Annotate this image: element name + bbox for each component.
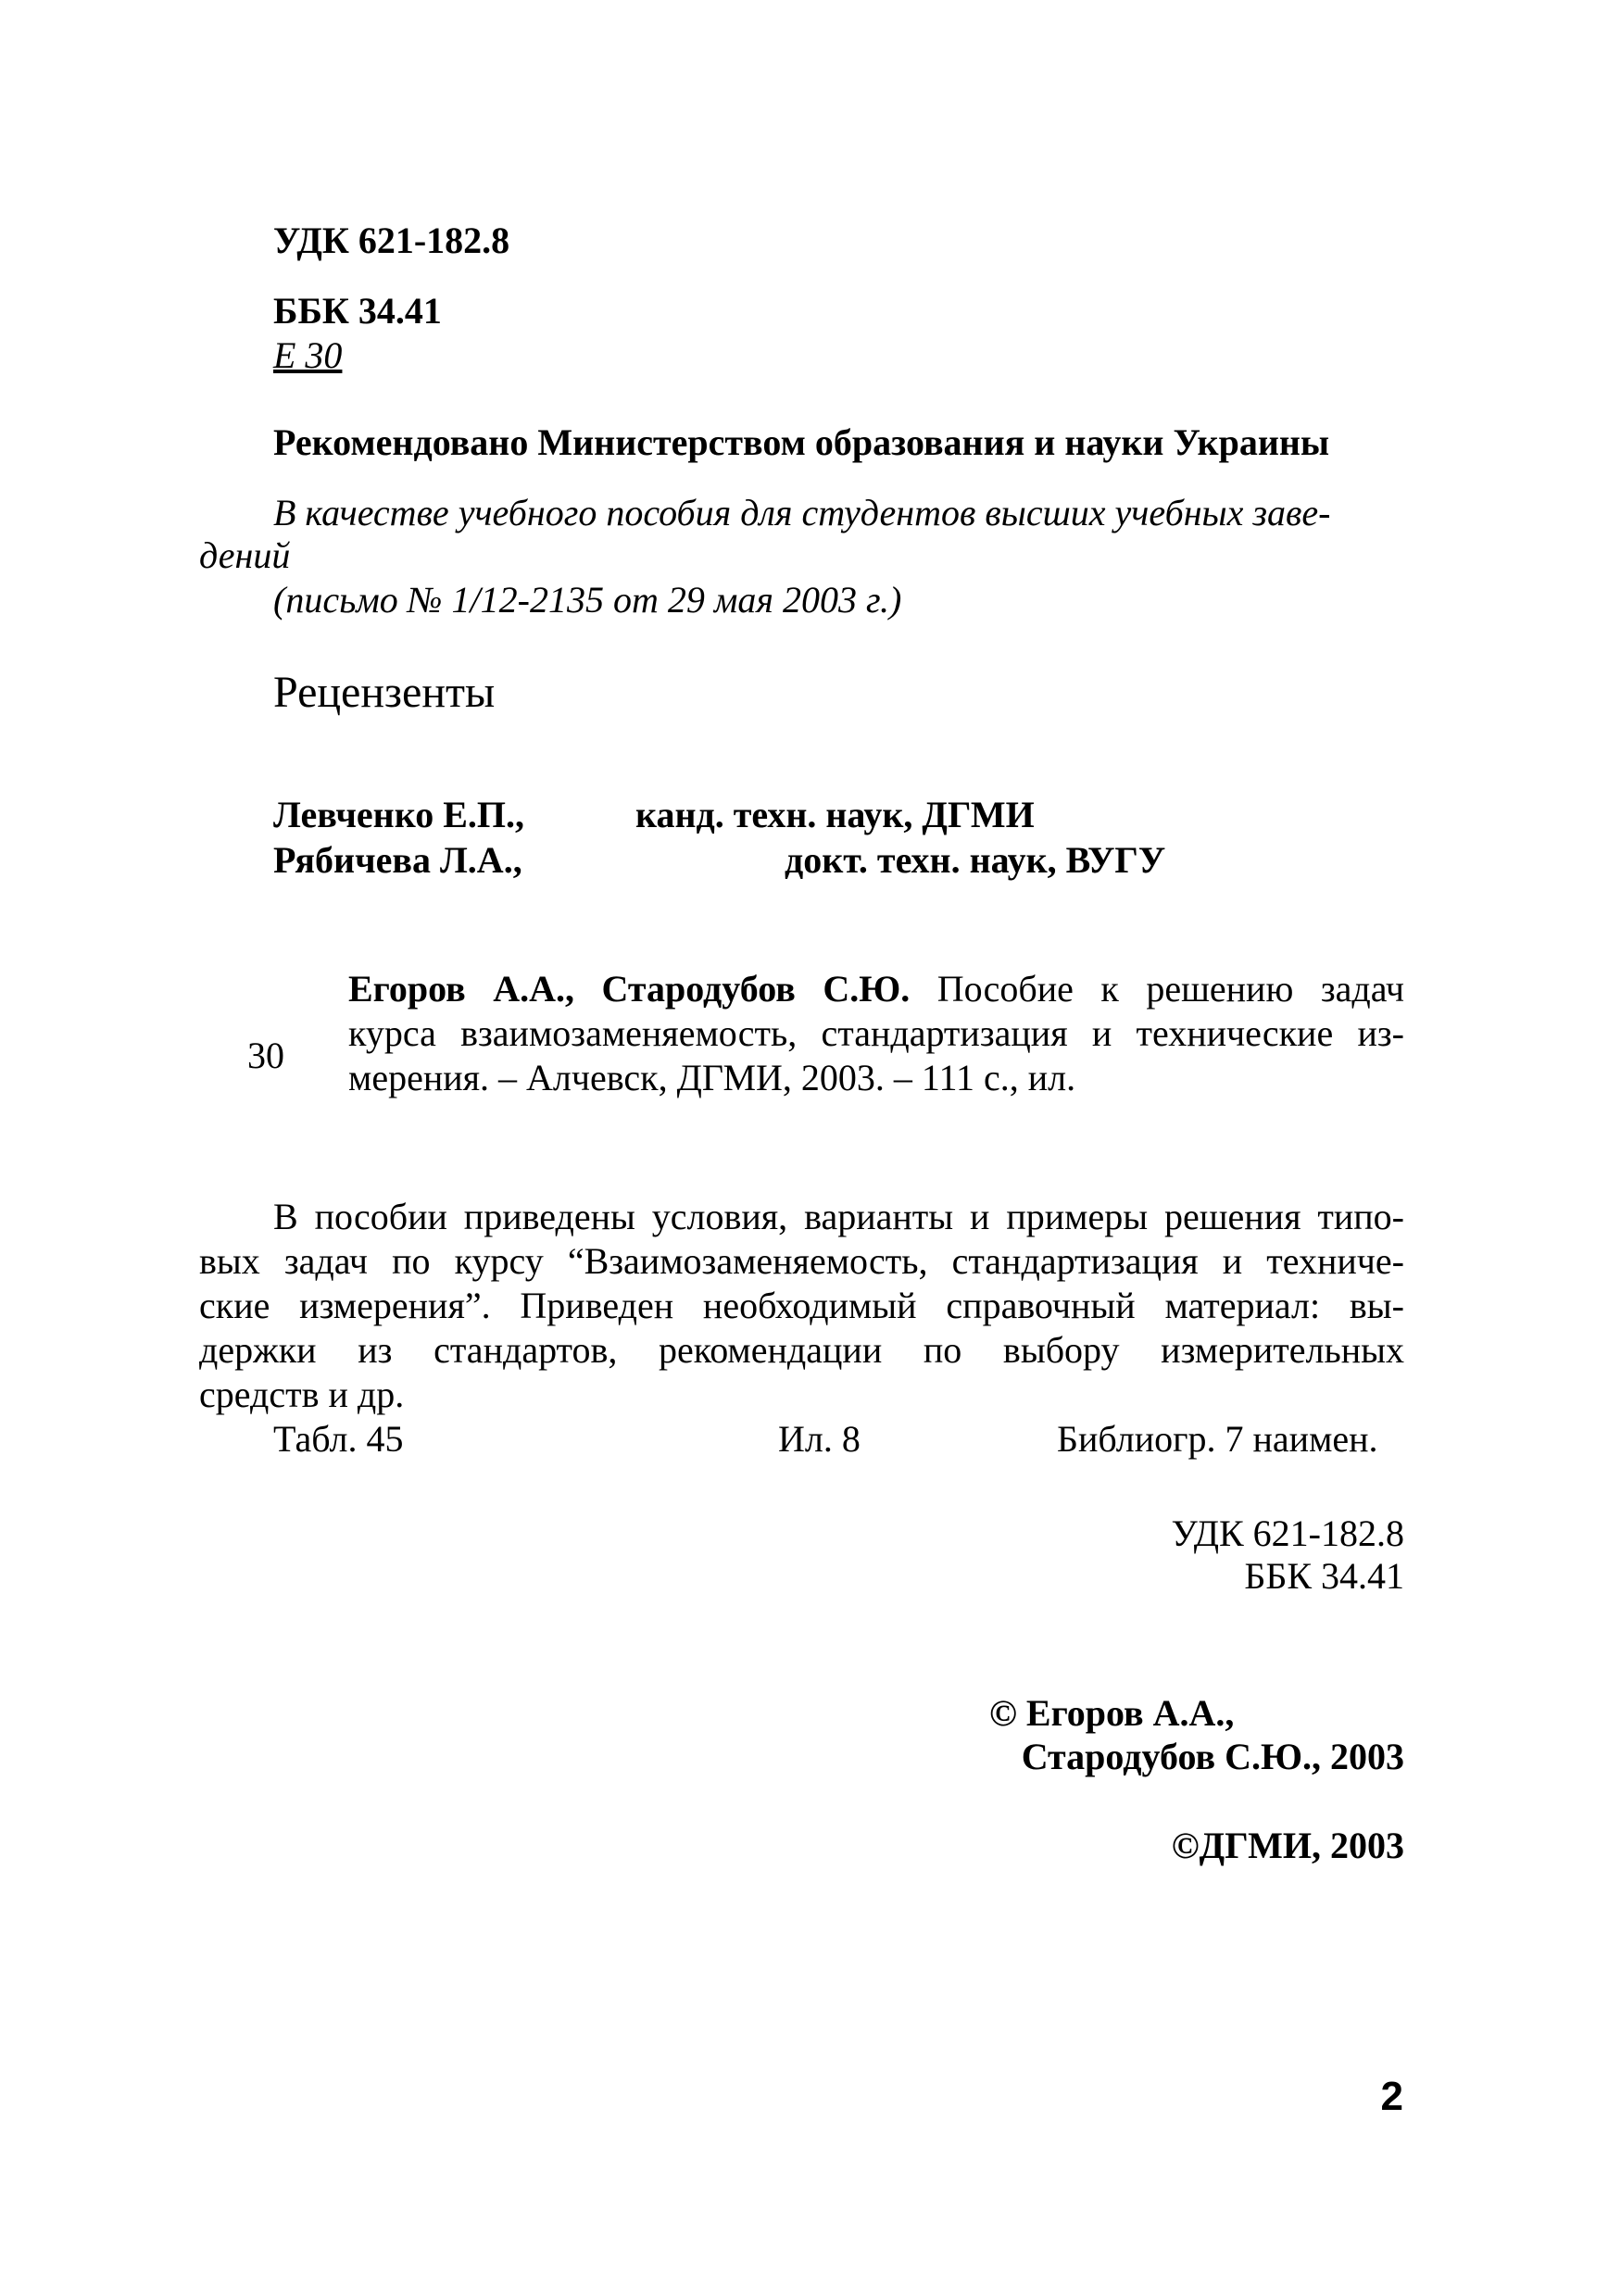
bibliography-count: Библиогр. 7 наимен. xyxy=(1057,1418,1378,1460)
tables-count: Табл. 45 xyxy=(273,1418,404,1460)
reviewer-degree: канд. техн. наук, ДГМИ xyxy=(635,794,1035,835)
purpose-line-2: дений xyxy=(199,534,291,576)
abstract-line: держки из стандартов, рекомендации по выбору измерительных xyxy=(199,1329,1404,1371)
abstract-line: средств и др. xyxy=(199,1374,405,1415)
bbk-code: ББК 34.41 xyxy=(273,290,442,332)
abstract-line: вых задач по курсу “Взаимозаменяемость, стандартизация и техниче- xyxy=(199,1240,1404,1282)
approval-letter: (письмо № 1/12-2135 от 29 мая 2003 г.) xyxy=(273,579,902,621)
purpose-line-1: В качестве учебного пособия для студентов высших учебных заве- xyxy=(273,492,1331,533)
udk-code: УДК 621-182.8 xyxy=(273,220,510,261)
page-number: 2 xyxy=(1380,2074,1403,2119)
citation-line-2: курса взаимозаменяемость, стандартизация и технические из- xyxy=(348,1012,1404,1054)
abstract-line: В пособии приведены условия, варианты и примеры решения типо- xyxy=(273,1196,1404,1237)
citation-line-1 xyxy=(348,967,1404,1011)
reviewers-heading: Рецензенты xyxy=(273,668,496,717)
classification-bbk: ББК 34.41 xyxy=(1244,1555,1404,1597)
classification-udk: УДК 621-182.8 xyxy=(1171,1512,1404,1554)
copyright-authors-line-2: Стародубов С.Ю., 2003 xyxy=(1021,1736,1404,1777)
citation-line-3: мерения. – Алчевск, ДГМИ, 2003. – 111 с., ил. xyxy=(348,1057,1076,1098)
reviewer-name: Рябичева Л.А., xyxy=(273,839,522,881)
abstract-line: ские измерения”. Приведен необходимый справочный материал: вы- xyxy=(199,1285,1404,1326)
illustrations-count: Ил. 8 xyxy=(778,1418,861,1460)
citation-title-start: Пособие к решению задач xyxy=(910,968,1405,1010)
author-sign: Е 30 xyxy=(273,334,343,376)
copyright-publisher: ©ДГМИ, 2003 xyxy=(1171,1825,1404,1866)
reviewer-name: Левченко Е.П., xyxy=(273,794,525,835)
citation-sign-number: 30 xyxy=(247,1035,284,1076)
copyright-authors-line-1: © Егоров А.А., xyxy=(989,1692,1235,1734)
reviewer-degree: докт. техн. наук, ВУГУ xyxy=(785,839,1166,881)
recommendation: Рекомендовано Министерством образования и науки Украины xyxy=(273,421,1330,463)
citation-authors: Егоров А.А., Стародубов С.Ю. xyxy=(348,968,911,1010)
